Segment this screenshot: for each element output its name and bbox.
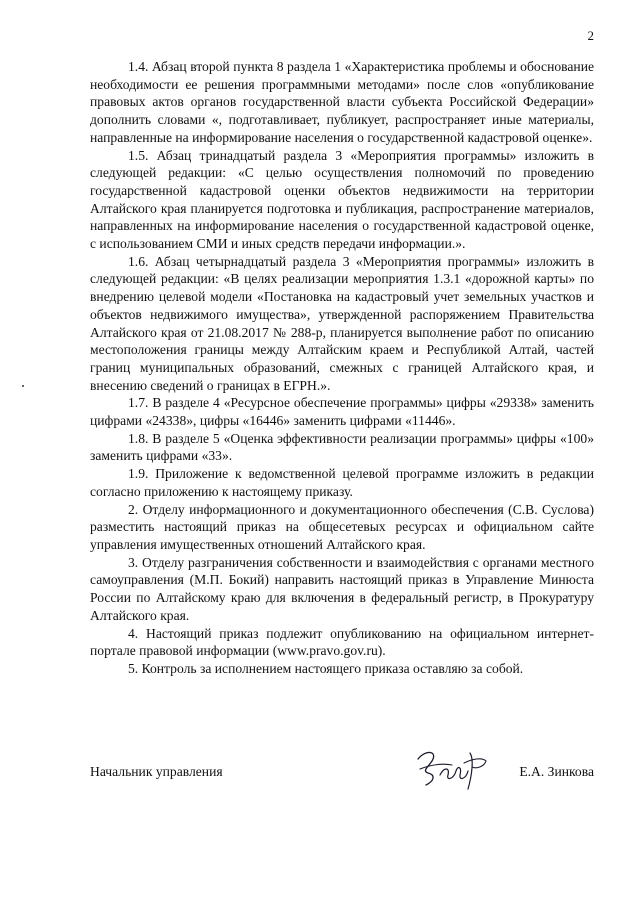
signature-block <box>90 745 594 805</box>
signatory-title: Начальник управления <box>90 764 223 779</box>
paragraph-1-7: 1.7. В разделе 4 «Ресурсное обеспечение программы» цифры «29338» заменить цифрами «24338», цифры «16446» заменить цифрами «11446». <box>90 395 594 429</box>
paragraph-1-4: 1.4. Абзац второй пункта 8 раздела 1 «Характеристика проблемы и обоснование необходимости ее решения программными методами» после слов «опубликование правовых актов органов государственной власти субъекта Российской Федерации» дополнить словами «, подготавливает, публикует, распространяет иные материалы, направленные на информирование населения о государственной кадастровой оценке». <box>90 59 594 145</box>
handwritten-signature <box>412 745 490 791</box>
paragraph-1-5: 1.5. Абзац тринадцатый раздела 3 «Мероприятия программы» изложить в следующей редакции: «С целью осуществления полномочий по проведению государственной кадастровой оценки объектов недвижимости на территории Алтайского края планируется подготовка и публикация, распространение материалов, направленных на информирование населения о государственной кадастровой оценке, с использованием СМИ и иных средств передачи информации.». <box>90 147 594 252</box>
paragraph-1-6: 1.6. Абзац четырнадцатый раздела 3 «Мероприятия программы» изложить в следующей редакции: «В целях реализации мероприятия 1.3.1 «дорожной карты» по внедрению целевой модели «Постановка на кадастровый учет земельных участков и объектов недвижимого имущества», утвержденной распоряжением Правительства Алтайского края от 21.08.2017 № 288-р, планируется выполнение работ по описанию местоположения границы между Алтайским краем и Республикой Алтай, частей границ муниципальных образований, смежных с границей Алтайского края, и внесению сведений о границах в ЕГРН.». <box>90 253 594 393</box>
margin-mark <box>22 385 24 387</box>
paragraph-5: 5. Контроль за исполнением настоящего приказа оставляю за собой. <box>128 660 524 676</box>
paragraph-2: 2. Отделу информационного и документационного обеспечения (С.В. Суслова) разместить настоящий приказ на общесетевых ресурсах и официальном сайте управления имущественных отношений Алтайского края. <box>90 501 594 552</box>
signatory-name: Е.А. Зинкова <box>519 764 594 779</box>
paragraph-3: 3. Отделу разграничения собственности и взаимодействия с органами местного самоуправления (М.П. Бокий) направить настоящий приказ в Управление Минюста России по Алтайскому краю для включения в федеральный регистр, в Прокуратуру Алтайского края. <box>90 554 594 623</box>
document-body <box>90 58 594 678</box>
paragraph-1-9: 1.9. Приложение к ведомственной целевой программе изложить в редакции согласно приложению к настоящему приказу. <box>90 466 594 499</box>
paragraph-1-8: 1.8. В разделе 5 «Оценка эффективности реализации программы» цифры «100» заменить цифрами «33». <box>90 430 594 464</box>
paragraph-4: 4. Настоящий приказ подлежит опубликованию на официальном интернет-портале правовой информации (www.pravo.gov.ru). <box>90 625 594 659</box>
page-number: 2 <box>587 28 594 43</box>
